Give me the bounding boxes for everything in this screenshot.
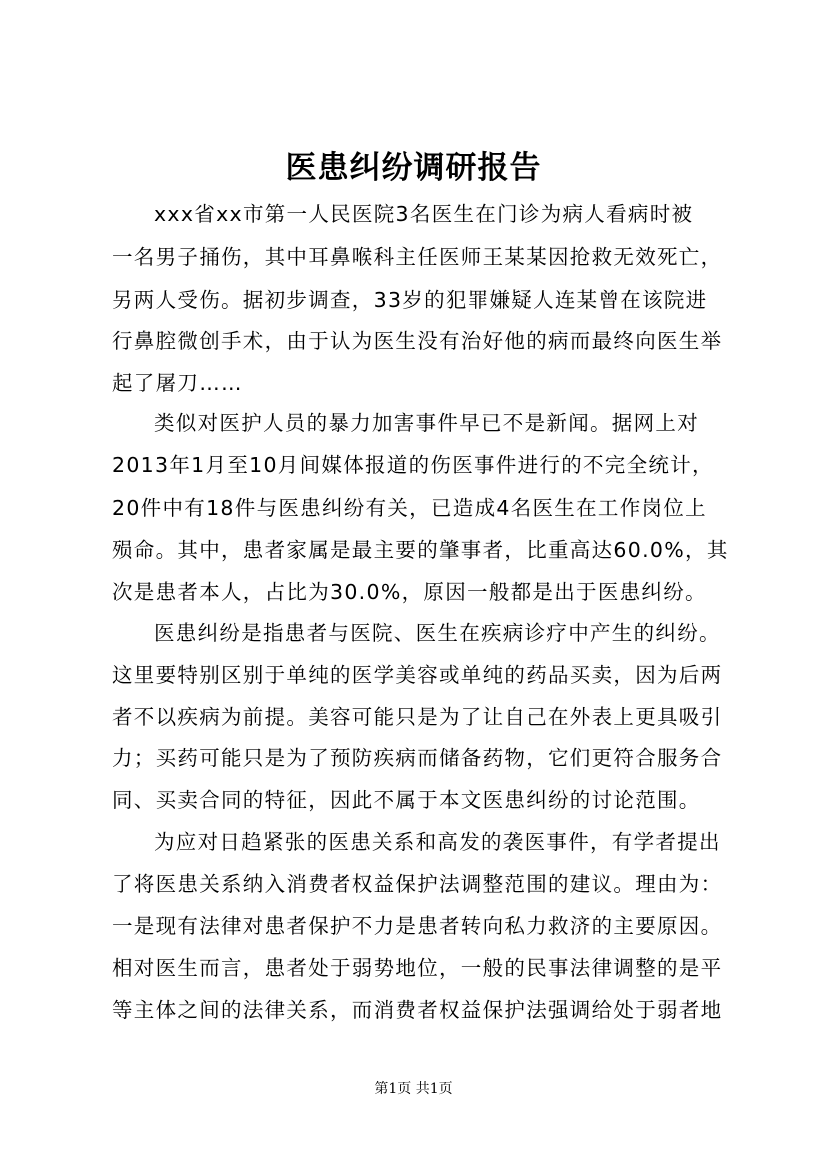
text-line: 2013年1月至10月间媒体报道的伤医事件进行的不完全统计， — [112, 453, 714, 477]
text-line: 类似对医护人员的暴力加害事件早已不是新闻。据网上对 — [154, 411, 699, 435]
text-line: 这里要特别区别于单纯的医学美容或单纯的药品买卖，因为后两 — [112, 663, 723, 687]
text-line: 20件中有18件与医患纠纷有关，已造成4名医生在工作岗位上 — [112, 496, 707, 520]
text-line: 同、买卖合同的特征，因此不属于本文医患纠纷的讨论范围。 — [112, 788, 701, 812]
page-footer: 第1页 共1页 — [374, 1081, 453, 1097]
text-line: 了将医患关系纳入消费者权益保护法调整范围的建议。理由为： — [112, 872, 723, 896]
text-line: 行鼻腔微创手术，由于认为医生没有治好他的病而最终向医生举 — [112, 329, 723, 353]
text-line: 另两人受伤。据初步调查，33岁的犯罪嫌疑人连某曾在该院进 — [112, 288, 708, 312]
text-line: 相对医生而言，患者处于弱势地位，一般的民事法律调整的是平 — [112, 956, 723, 980]
text-line: 力；买药可能只是为了预防疾病而储备药物，它们更符合服务合 — [112, 746, 723, 770]
text-line: 医患纠纷是指患者与医院、医生在疾病诊疗中产生的纠纷。 — [154, 621, 721, 645]
text-line: 等主体之间的法律关系，而消费者权益保护法强调给处于弱者地 — [112, 998, 723, 1022]
text-line: 者不以疾病为前提。美容可能只是为了让自己在外表上更具吸引 — [112, 705, 723, 729]
text-line: 起了屠刀…… — [112, 371, 243, 395]
text-line: 次是患者本人，占比为30.0%，原因一般都是出于医患纠纷。 — [112, 580, 707, 604]
text-line: 殒命。其中，患者家属是最主要的肇事者，比重高达60.0%，其 — [112, 538, 729, 562]
page-title: 医患纠纷调研报告 — [285, 150, 542, 186]
text-line: 为应对日趋紧张的医患关系和高发的袭医事件，有学者提出 — [154, 830, 721, 854]
text-line: xxx省xx市第一人民医院3名医生在门诊为病人看病时被 — [154, 202, 694, 226]
text-line: 一是现有法律对患者保护不力是患者转向私力救济的主要原因。 — [112, 914, 723, 938]
text-line: 一名男子捅伤，其中耳鼻喉科主任医师王某某因抢救无效死亡， — [112, 245, 723, 269]
